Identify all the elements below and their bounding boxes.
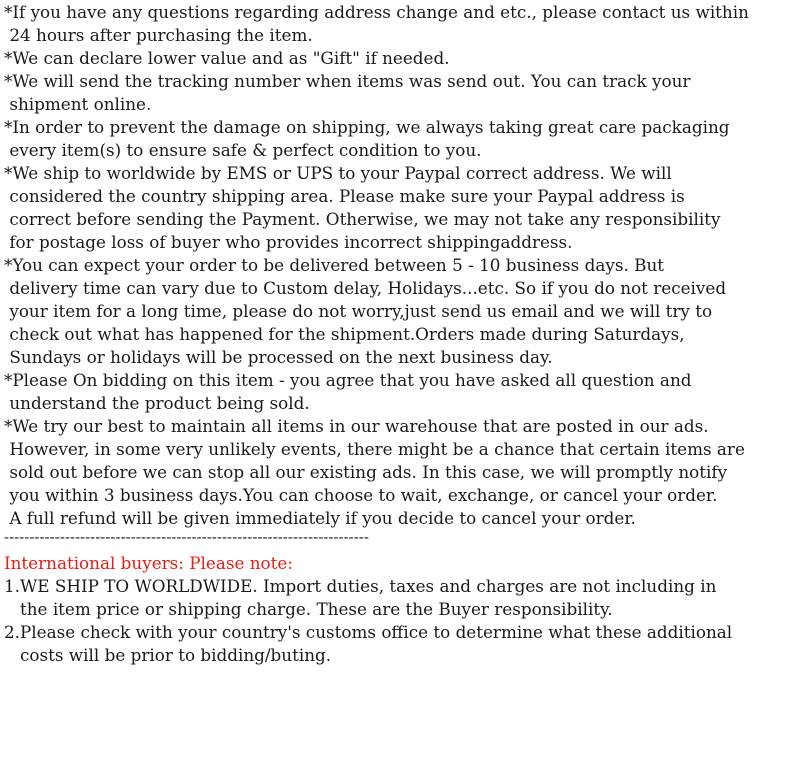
policy-line: *In order to prevent the damage on shipping, we always taking great care packaging [4, 117, 730, 137]
international-heading: International buyers: Please note: [4, 553, 293, 573]
policy-line: *We can declare lower value and as "Gift" if needed. [4, 48, 450, 68]
policy-line: However, in some very unlikely events, there might be a chance that certain items are [4, 439, 745, 459]
policy-line: *You can expect your order to be delivered between 5 - 10 business days. But [4, 255, 664, 275]
policy-line: understand the product being sold. [4, 393, 310, 413]
international-line: the item price or shipping charge. These are the Buyer responsibility. [4, 599, 613, 619]
policy-line: *If you have any questions regarding address change and etc., please contact us within [4, 2, 749, 22]
policy-line: considered the country shipping area. Please make sure your Paypal address is [4, 186, 685, 206]
policy-line: shipment online. [4, 94, 152, 114]
policy-line: sold out before we can stop all our existing ads. In this case, we will promptly notify [4, 462, 728, 482]
international-line: 1.WE SHIP TO WORLDWIDE. Import duties, taxes and charges are not including in [4, 576, 717, 596]
policy-line: check out what has happened for the shipment.Orders made during Saturdays, [4, 324, 685, 344]
international-line: costs will be prior to bidding/buting. [4, 645, 332, 665]
policy-line: for postage loss of buyer who provides incorrect shippingaddress. [4, 232, 573, 252]
policy-line: your item for a long time, please do not worry,just send us email and we will try to [4, 301, 713, 321]
policy-line: 24 hours after purchasing the item. [4, 25, 313, 45]
policy-line: every item(s) to ensure safe & perfect condition to you. [4, 140, 482, 160]
policy-line: correct before sending the Payment. Otherwise, we may not take any responsibility [4, 209, 721, 229]
policy-line: delivery time can vary due to Custom delay, Holidays...etc. So if you do not received [4, 278, 727, 298]
policy-line: *We ship to worldwide by EMS or UPS to your Paypal correct address. We will [4, 163, 672, 183]
policy-line: A full refund will be given immediately if you decide to cancel your order. [4, 508, 636, 528]
section-divider: ------------------------------------------------------------------------ [4, 528, 369, 546]
international-line: 2.Please check with your country's customs office to determine what these additional [4, 622, 733, 642]
policy-line: *We will send the tracking number when items was send out. You can track your [4, 71, 691, 91]
policy-line: Sundays or holidays will be processed on the next business day. [4, 347, 553, 367]
policy-line: you within 3 business days.You can choose to wait, exchange, or cancel your order. [4, 485, 718, 505]
policy-line: *We try our best to maintain all items in our warehouse that are posted in our ads. [4, 416, 709, 436]
policy-line: *Please On bidding on this item - you agree that you have asked all question and [4, 370, 692, 390]
